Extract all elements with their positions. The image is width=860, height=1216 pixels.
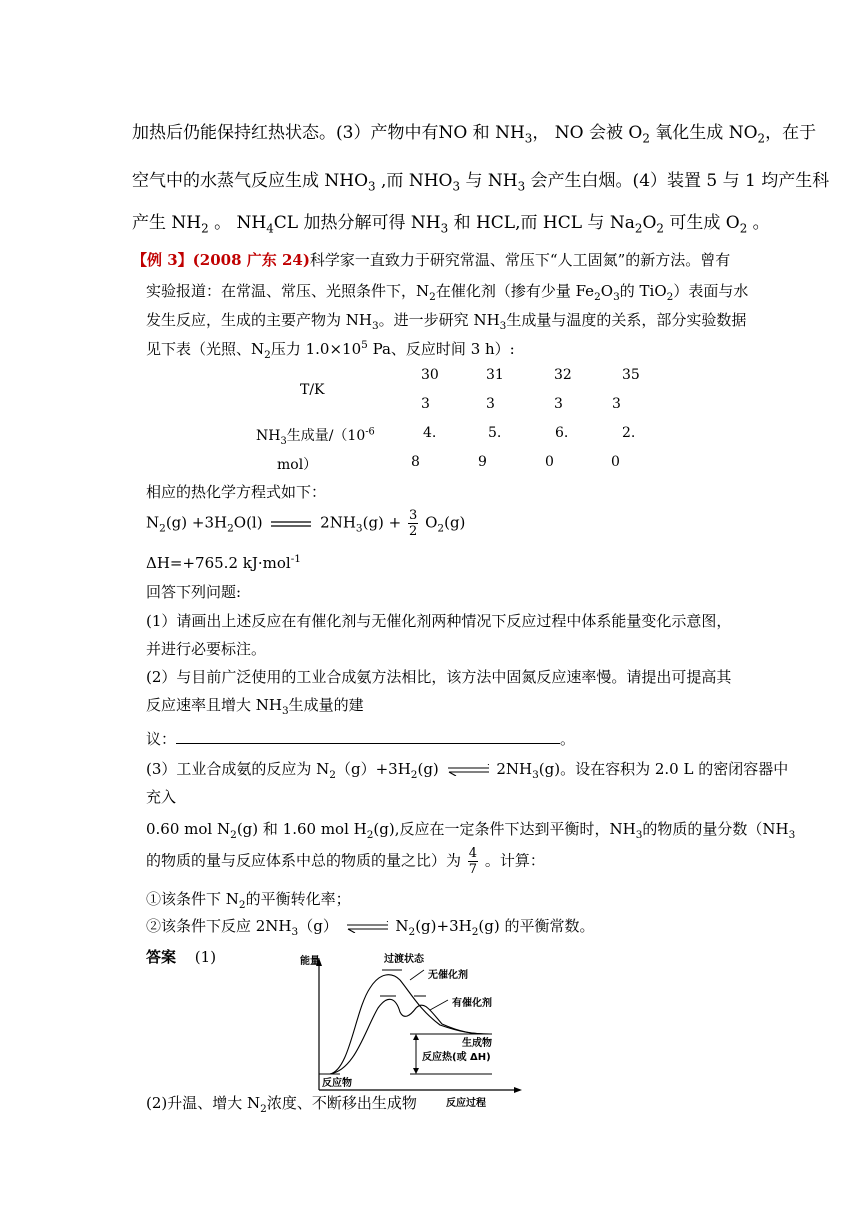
question-2-line-3: 议： 。: [146, 730, 576, 748]
answer-prompt: 回答下列问题:: [146, 583, 242, 601]
para-line-2: 空气中的水蒸气反应生成 $NHO_3$ ,而 $NHO_3$ 与 $NH_3$ 会产生白烟。(4）装置 5 与 1 均产生科: [132, 171, 830, 194]
reversible-arrow-icon: [447, 764, 489, 776]
table-row2-label-2: mol）: [277, 457, 318, 473]
answer-blank[interactable]: [176, 729, 560, 744]
table-cell: 3: [554, 396, 563, 412]
energy-diagram: [300, 950, 530, 1110]
table-cell: 0: [611, 454, 620, 470]
heat-label: 反应热(或 ΔH): [422, 1052, 491, 1063]
table-cell: 5.: [488, 425, 502, 441]
table-cell: 6.: [555, 425, 569, 441]
example-tag: 【例 3】(2008 广东 24): [132, 251, 310, 269]
example-line-2: 实验报道：在常温、常压、光照条件下，$N_2$在催化剂（掺有少量 $Fe_2O_3$的 TiO$_2$）表面与水: [146, 282, 749, 303]
table-row1-label: T/K: [300, 382, 325, 398]
question-2-line-2: 反应速率且增大 $NH_3$生成量的建: [146, 696, 364, 717]
heat-arrow-up-icon: [413, 1034, 419, 1040]
thermo-equation: $N_2(g) +3H_2O(l) 2NH_3(g)$ + $\frac{3}{2}$ $O_2(g)$: [146, 508, 466, 539]
answer-label: 答案: [146, 948, 177, 966]
heat-arrow-down-icon: [413, 1068, 419, 1074]
table-cell: 0: [545, 454, 554, 470]
x-axis-arrow-icon: [514, 1087, 522, 1093]
product-label: 生成物: [462, 1038, 492, 1049]
catalyst-label: 有催化剂: [452, 998, 492, 1009]
question-2-line-1: (2）与目前广泛使用的工业合成氨方法相比，该方法中固氮反应速率慢。请提出可提高其: [146, 668, 732, 686]
question-3-line-2: 充入: [146, 788, 177, 806]
table-cell: 8: [411, 454, 420, 470]
question-1-line-1: (1）请画出上述反应在有催化剂与无催化剂两种情况下反应过程中体系能量变化示意图，: [146, 612, 732, 630]
delta-h: ΔH=+765.2 kJ·mol$^{-1}$: [146, 553, 301, 572]
question-1-line-2: 并进行必要标注。: [146, 640, 267, 658]
y-axis-label: 能量: [300, 956, 320, 967]
table-cell: 3: [612, 396, 621, 412]
reversible-arrow-icon: [346, 921, 388, 933]
para-line-3: 产生 $NH_2$ 。 $NH_4CL$ 加热分解可得 $NH_3$ 和 HCL,而 HCL 与 $Na_2O_2$ 可生成 $O_2$ 。: [132, 213, 770, 236]
equals-sign-icon: [270, 519, 312, 529]
answer-line: 答案 (1): [146, 948, 217, 966]
table-cell: 3: [421, 396, 430, 412]
example-line-4: 见下表（光照、$N_2$压力 $1.0\times 10^5$ Pa、反应时间 3 h）:: [146, 339, 515, 361]
table-cell: 4.: [423, 425, 437, 441]
table-cell: 2.: [622, 425, 636, 441]
fraction-3-2: $\frac{3}{2}$: [409, 508, 418, 539]
question-3-line-3: 0.60 mol $N_2(g)$ 和 1.60 mol $H_2(g)$,反应在一定条件下达到平衡时，$NH_3$的物质的量分数（$NH_3$: [146, 820, 796, 841]
para-line-1: 加热后仍能保持红热状态。(3）产物中有NO 和 $NH_3$， NO 会被 $O_2$ 氧化生成 $NO_2$，在于: [132, 123, 817, 146]
leader-line: [430, 1000, 448, 1010]
question-3-line-1: (3）工业合成氨的反应为 $N_2(g)+3H_2(g)$ $2NH_3(g)$。设在容积为 2.0 L 的密闭容器中: [146, 760, 789, 781]
table-cell: 31: [486, 367, 504, 383]
table-cell: 35: [622, 367, 640, 383]
table-row2-label: $NH_3$生成量$/(10^{-6}$: [256, 426, 375, 447]
calc-item-2: ②该条件下反应 $2NH_3(g)$ $N_2(g)+3H_2(g)$ 的平衡常数。: [146, 917, 595, 938]
equation-intro: 相应的热化学方程式如下：: [146, 483, 327, 501]
table-cell: 32: [554, 367, 572, 383]
table-cell: 9: [478, 454, 487, 470]
no-catalyst-label: 无催化剂: [428, 970, 468, 981]
leader-line: [410, 970, 424, 980]
example-line-3: 发生反应，生成的主要产物为 $NH_3$。进一步研究 $NH_3$生成量与温度的关系，部分实验数据: [146, 311, 747, 332]
table-cell: 3: [486, 396, 495, 412]
x-axis-label: 反应过程: [446, 1098, 486, 1109]
transition-label: 过渡状态: [384, 954, 424, 965]
example-line-1: 【例 3】(2008 广东 24)科学家一直致力于研究常温、常压下“人工固氮”的新方法。曾有: [132, 251, 731, 269]
table-cell: 30: [421, 367, 439, 383]
question-3-line-4: 的物质的量与反应体系中总的物质的量之比）为 $\frac{4}{7}$ 。计算：: [146, 846, 545, 877]
calc-item-1: ①该条件下 $N_2$的平衡转化率；: [146, 890, 351, 911]
fraction-4-7: $\frac{4}{7}$: [468, 846, 478, 877]
reactant-label: 反应物: [322, 1078, 352, 1089]
answer-part-2: (2)升温、增大 $N_2$浓度、不断移出生成物: [146, 1094, 417, 1115]
